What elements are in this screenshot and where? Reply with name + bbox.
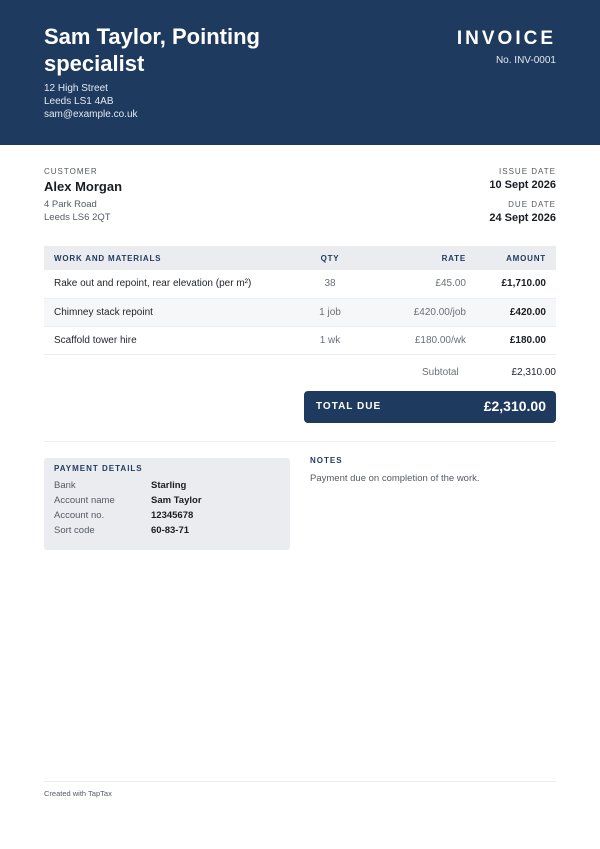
customer-address-line2: Leeds LS6 2QT [44,211,111,223]
row-description: Rake out and repoint, rear elevation (per m²) [44,270,294,298]
row-amount: £180.00 [466,326,556,354]
business-email: sam@example.co.uk [44,109,138,120]
line-items-table [44,246,556,355]
payment-key: Bank [54,480,76,491]
issue-date-label: ISSUE DATE [499,167,556,176]
invoice-number: No. INV-0001 [495,55,556,66]
payment-value: Starling [151,480,187,491]
total-due-value: £2,310.00 [483,398,546,414]
table-row [44,270,556,298]
customer-label: CUSTOMER [44,167,98,176]
subtotal-label: Subtotal [422,367,459,378]
section-divider [44,441,556,442]
invoice-title: INVOICE [456,28,556,49]
payment-value: 12345678 [151,510,194,521]
customer-address-line1: 4 Park Road [44,199,97,210]
footer-credit: Created with TapTax [44,789,112,798]
row-qty: 38 [294,270,366,298]
table-row [44,326,556,354]
notes-label: NOTES [310,456,343,465]
business-address-line1: 12 High Street [44,83,108,94]
payment-details-title: PAYMENT DETAILS [54,464,143,473]
payment-key: Account no. [54,510,105,521]
business-name: Sam Taylor, Pointing specialist [44,24,260,76]
footer-divider [44,781,556,782]
payment-value: 60-83-71 [151,525,190,536]
payment-key: Sort code [54,525,95,536]
row-rate: £420.00/job [366,298,466,326]
due-date-value: 24 Sept 2026 [489,212,556,224]
table-header-row [44,246,556,270]
table-row [44,298,556,326]
customer-address [44,199,111,224]
header-description: WORK AND MATERIALS [44,246,294,270]
row-description: Scaffold tower hire [44,326,294,354]
row-qty: 1 wk [294,326,366,354]
total-due-box [304,391,556,423]
business-address [44,82,138,121]
row-amount: £420.00 [466,298,556,326]
payment-key: Account name [54,495,115,506]
row-amount: £1,710.00 [466,270,556,298]
customer-name: Alex Morgan [44,179,123,194]
row-description: Chimney stack repoint [44,298,294,326]
issue-date-value: 10 Sept 2026 [489,179,556,191]
row-qty: 1 job [294,298,366,326]
row-rate: £45.00 [366,270,466,298]
payment-value: Sam Taylor [151,495,202,506]
subtotal-value: £2,310.00 [511,367,556,378]
header-qty: QTY [294,246,366,270]
invoice-dates [489,167,556,224]
payment-details-box [44,458,290,550]
due-date-label: DUE DATE [508,200,556,209]
invoice-header [0,0,600,145]
row-rate: £180.00/wk [366,326,466,354]
header-amount: AMOUNT [466,246,556,270]
total-due-label: TOTAL DUE [316,401,382,412]
notes-text: Payment due on completion of the work. [310,473,480,484]
business-address-line2: Leeds LS1 4AB [44,96,114,107]
header-rate: RATE [366,246,466,270]
